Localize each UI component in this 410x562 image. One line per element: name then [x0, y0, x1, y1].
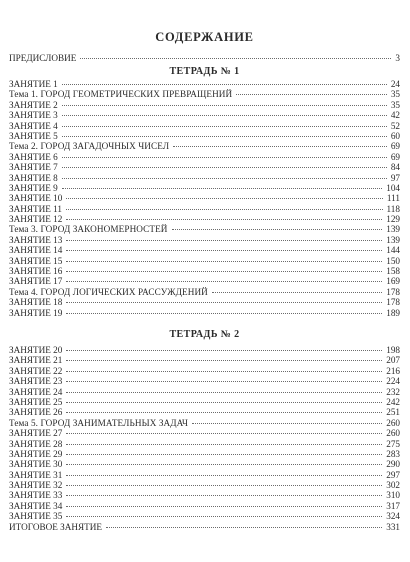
dot-leader — [66, 516, 382, 517]
toc-row-label: ЗАНЯТИЕ 23 — [9, 376, 63, 387]
toc-row-lesson — [9, 276, 400, 286]
dot-leader — [66, 350, 382, 351]
toc-row-lesson — [9, 193, 400, 203]
toc-row-page: 60 — [390, 130, 400, 141]
dot-leader — [66, 209, 383, 210]
toc-row-theme — [9, 418, 400, 428]
toc-row-page: 207 — [386, 355, 400, 366]
toc-row-page: 275 — [386, 438, 400, 449]
toc-row-page: 178 — [386, 286, 400, 297]
toc-row-label: Тема 1. ГОРОД ГЕОМЕТРИЧЕСКИХ ПРЕВРАЩЕНИЙ — [9, 89, 233, 100]
dot-leader — [66, 392, 382, 393]
toc-row-lesson — [9, 204, 400, 214]
section-title-notebook-1: ТЕТРАДЬ № 1 — [169, 66, 240, 77]
toc-row-label: ЗАНЯТИЕ 16 — [9, 266, 63, 277]
dot-leader — [66, 302, 382, 303]
toc-row-page: 69 — [390, 141, 400, 152]
dot-leader — [62, 84, 387, 85]
dot-leader — [66, 313, 382, 314]
toc-row-lesson — [9, 297, 400, 307]
dot-leader — [66, 371, 382, 372]
toc-row-label: ЗАНЯТИЕ 8 — [9, 172, 58, 183]
dot-leader — [62, 105, 387, 106]
toc-row-lesson — [9, 522, 400, 532]
toc-row-lesson — [9, 121, 400, 131]
toc-row-label: ЗАНЯТИЕ 25 — [9, 396, 63, 407]
toc-row-page: 24 — [390, 79, 400, 89]
toc-row-label: ЗАНЯТИЕ 11 — [9, 203, 63, 214]
toc-row-page: 302 — [386, 480, 400, 491]
toc-row-lesson — [9, 100, 400, 110]
toc-row-page: 42 — [390, 110, 400, 121]
toc-row-page: 331 — [386, 521, 400, 532]
toc-row-label: ЗАНЯТИЕ 24 — [9, 386, 63, 397]
dot-leader — [62, 167, 387, 168]
toc-row-label: ЗАНЯТИЕ 19 — [9, 307, 63, 318]
dot-leader — [212, 292, 382, 293]
toc-row-label: ЗАНЯТИЕ 20 — [9, 344, 63, 355]
toc-row-lesson — [9, 266, 400, 276]
toc-row-label: ЗАНЯТИЕ 14 — [9, 245, 63, 256]
toc-row-label: ИТОГОВОЕ ЗАНЯТИЕ — [9, 521, 103, 532]
toc-row-label: ЗАНЯТИЕ 29 — [9, 448, 63, 459]
toc-row-lesson — [9, 162, 400, 172]
toc-row-label: ЗАНЯТИЕ 3 — [9, 110, 58, 121]
toc-row-lesson — [9, 173, 400, 183]
toc-row-page: 144 — [386, 245, 400, 256]
toc-row-page: 3 — [395, 53, 400, 63]
toc-row-label: ЗАНЯТИЕ 18 — [9, 297, 63, 308]
dot-leader — [62, 136, 387, 137]
toc-row-page: 189 — [386, 307, 400, 318]
toc-row-label: ЗАНЯТИЕ 31 — [9, 469, 63, 480]
toc-row-page: 310 — [386, 490, 400, 501]
dot-leader — [66, 271, 382, 272]
toc-row-theme — [9, 224, 400, 234]
toc-row-page: 232 — [386, 386, 400, 397]
toc-row-lesson — [9, 387, 400, 397]
toc-row-lesson — [9, 110, 400, 120]
toc-row-label: ЗАНЯТИЕ 1 — [9, 79, 58, 89]
toc-row-lesson — [9, 79, 400, 89]
toc-row-page: 242 — [386, 396, 400, 407]
dot-leader — [66, 198, 383, 199]
toc-row-lesson — [9, 345, 400, 355]
toc-row-lesson — [9, 245, 400, 255]
toc-row-label: Тема 3. ГОРОД ЗАКОНОМЕРНОСТЕЙ — [9, 224, 168, 235]
dot-leader — [66, 412, 382, 413]
toc-row-page: 35 — [390, 89, 400, 100]
toc-row-label: ЗАНЯТИЕ 35 — [9, 511, 63, 522]
toc-row-page: 198 — [386, 344, 400, 355]
toc-row-lesson — [9, 428, 400, 438]
toc-row-page: 297 — [386, 469, 400, 480]
toc-row-label: ЗАНЯТИЕ 22 — [9, 365, 63, 376]
toc-row-label: ЗАНЯТИЕ 26 — [9, 407, 63, 418]
toc-row-lesson — [9, 366, 400, 376]
toc-row-lesson — [9, 470, 400, 480]
toc-row-page: 150 — [386, 255, 400, 266]
toc-row-page: 317 — [386, 500, 400, 511]
toc-row-lesson — [9, 355, 400, 365]
dot-leader — [66, 240, 382, 241]
toc-row-lesson — [9, 376, 400, 386]
toc-row-page: 224 — [386, 376, 400, 387]
dot-leader — [66, 433, 382, 434]
toc-row-label: Тема 5. ГОРОД ЗАНИМАТЕЛЬНЫХ ЗАДАЧ — [9, 417, 189, 428]
toc-row-lesson — [9, 256, 400, 266]
toc-list-notebook-1 — [9, 79, 400, 318]
dot-leader — [62, 115, 387, 116]
toc-row-lesson — [9, 308, 400, 318]
toc-row-lesson — [9, 480, 400, 490]
toc-row-label: ЗАНЯТИЕ 17 — [9, 276, 63, 287]
toc-row-label: ЗАНЯТИЕ 32 — [9, 480, 63, 491]
toc-row-lesson — [9, 407, 400, 417]
dot-leader — [66, 464, 382, 465]
section-title-notebook-2: ТЕТРАДЬ № 2 — [169, 328, 240, 340]
toc-row-label: Тема 2. ГОРОД ЗАГАДОЧНЫХ ЧИСЕЛ — [9, 141, 170, 152]
toc-row-page: 69 — [390, 151, 400, 162]
dot-leader — [236, 94, 387, 95]
toc-row-label: ЗАНЯТИЕ 27 — [9, 428, 63, 439]
dot-leader — [66, 506, 382, 507]
toc-row-page: 216 — [386, 365, 400, 376]
toc-row-theme — [9, 287, 400, 297]
dot-leader — [173, 146, 387, 147]
toc-row-lesson — [9, 459, 400, 469]
toc-row-label: ЗАНЯТИЕ 28 — [9, 438, 63, 449]
dot-leader — [80, 58, 391, 59]
toc-row-page: 260 — [386, 417, 400, 428]
toc-row-lesson — [9, 397, 400, 407]
toc-row-label: ЗАНЯТИЕ 2 — [9, 99, 58, 110]
dot-leader — [172, 229, 383, 230]
dot-leader — [66, 219, 382, 220]
dot-leader — [66, 261, 382, 262]
toc-row-preface — [9, 52, 400, 65]
dot-leader — [62, 157, 387, 158]
toc-row-label: ЗАНЯТИЕ 33 — [9, 490, 63, 501]
toc-row-page: 251 — [386, 407, 400, 418]
dot-leader — [106, 527, 382, 528]
toc-row-label: ЗАНЯТИЕ 10 — [9, 193, 63, 204]
toc-row-page: 283 — [386, 448, 400, 459]
toc-row-label: ЗАНЯТИЕ 7 — [9, 162, 58, 173]
toc-row-page: 178 — [386, 297, 400, 308]
toc-title: СОДЕРЖАНИЕ — [155, 30, 254, 44]
toc-row-page: 97 — [390, 172, 400, 183]
dot-leader — [66, 444, 382, 445]
dot-leader — [66, 495, 382, 496]
dot-leader — [66, 250, 382, 251]
toc-row-lesson — [9, 183, 400, 193]
toc-row-page: 324 — [386, 511, 400, 522]
dot-leader — [66, 360, 382, 361]
dot-leader — [66, 381, 382, 382]
toc-row-page: 139 — [386, 234, 400, 245]
toc-row-label: Тема 4. ГОРОД ЛОГИЧЕСКИХ РАССУЖДЕНИЙ — [9, 286, 208, 297]
toc-row-label: ЗАНЯТИЕ 12 — [9, 214, 63, 225]
dot-leader — [62, 126, 387, 127]
toc-row-label: ЗАНЯТИЕ 34 — [9, 500, 63, 511]
toc-row-label: ЗАНЯТИЕ 30 — [9, 459, 63, 470]
toc-row-page: 139 — [386, 224, 400, 235]
toc-row-page: 158 — [386, 266, 400, 277]
toc-row-label: ЗАНЯТИЕ 4 — [9, 120, 58, 131]
toc-row-label: ЗАНЯТИЕ 6 — [9, 151, 58, 162]
toc-row-page: 35 — [390, 99, 400, 110]
toc-list-notebook-2 — [9, 345, 400, 532]
toc-row-lesson — [9, 490, 400, 500]
toc-row-lesson — [9, 511, 400, 521]
toc-row-label: ЗАНЯТИЕ 15 — [9, 255, 63, 266]
dot-leader — [66, 281, 382, 282]
toc-row-lesson — [9, 214, 400, 224]
toc-row-page: 52 — [390, 120, 400, 131]
toc-row-page: 260 — [386, 428, 400, 439]
toc-row-lesson — [9, 152, 400, 162]
toc-row-theme — [9, 89, 400, 99]
toc-row-label: ЗАНЯТИЕ 9 — [9, 182, 58, 193]
toc-row-label: ПРЕДИСЛОВИЕ — [9, 53, 77, 63]
toc-row-theme — [9, 141, 400, 151]
toc-row-page: 84 — [390, 162, 400, 173]
toc-row-page: 169 — [386, 276, 400, 287]
toc-row-lesson — [9, 131, 400, 141]
dot-leader — [66, 485, 382, 486]
dot-leader — [62, 178, 387, 179]
toc-row-lesson — [9, 235, 400, 245]
toc-row-page: 104 — [386, 182, 400, 193]
dot-leader — [66, 475, 382, 476]
dot-leader — [192, 423, 382, 424]
toc-row-lesson — [9, 449, 400, 459]
toc-row-label: ЗАНЯТИЕ 5 — [9, 130, 58, 141]
toc-row-lesson — [9, 439, 400, 449]
toc-row-lesson — [9, 501, 400, 511]
dot-leader — [66, 454, 382, 455]
toc-row-page: 290 — [386, 459, 400, 470]
toc-row-page: 129 — [386, 214, 400, 225]
toc-row-label: ЗАНЯТИЕ 13 — [9, 234, 63, 245]
toc-row-page: 118 — [386, 203, 400, 214]
dot-leader — [62, 188, 382, 189]
toc-row-page: 111 — [386, 193, 400, 204]
toc-row-label: ЗАНЯТИЕ 21 — [9, 355, 63, 366]
dot-leader — [66, 402, 382, 403]
